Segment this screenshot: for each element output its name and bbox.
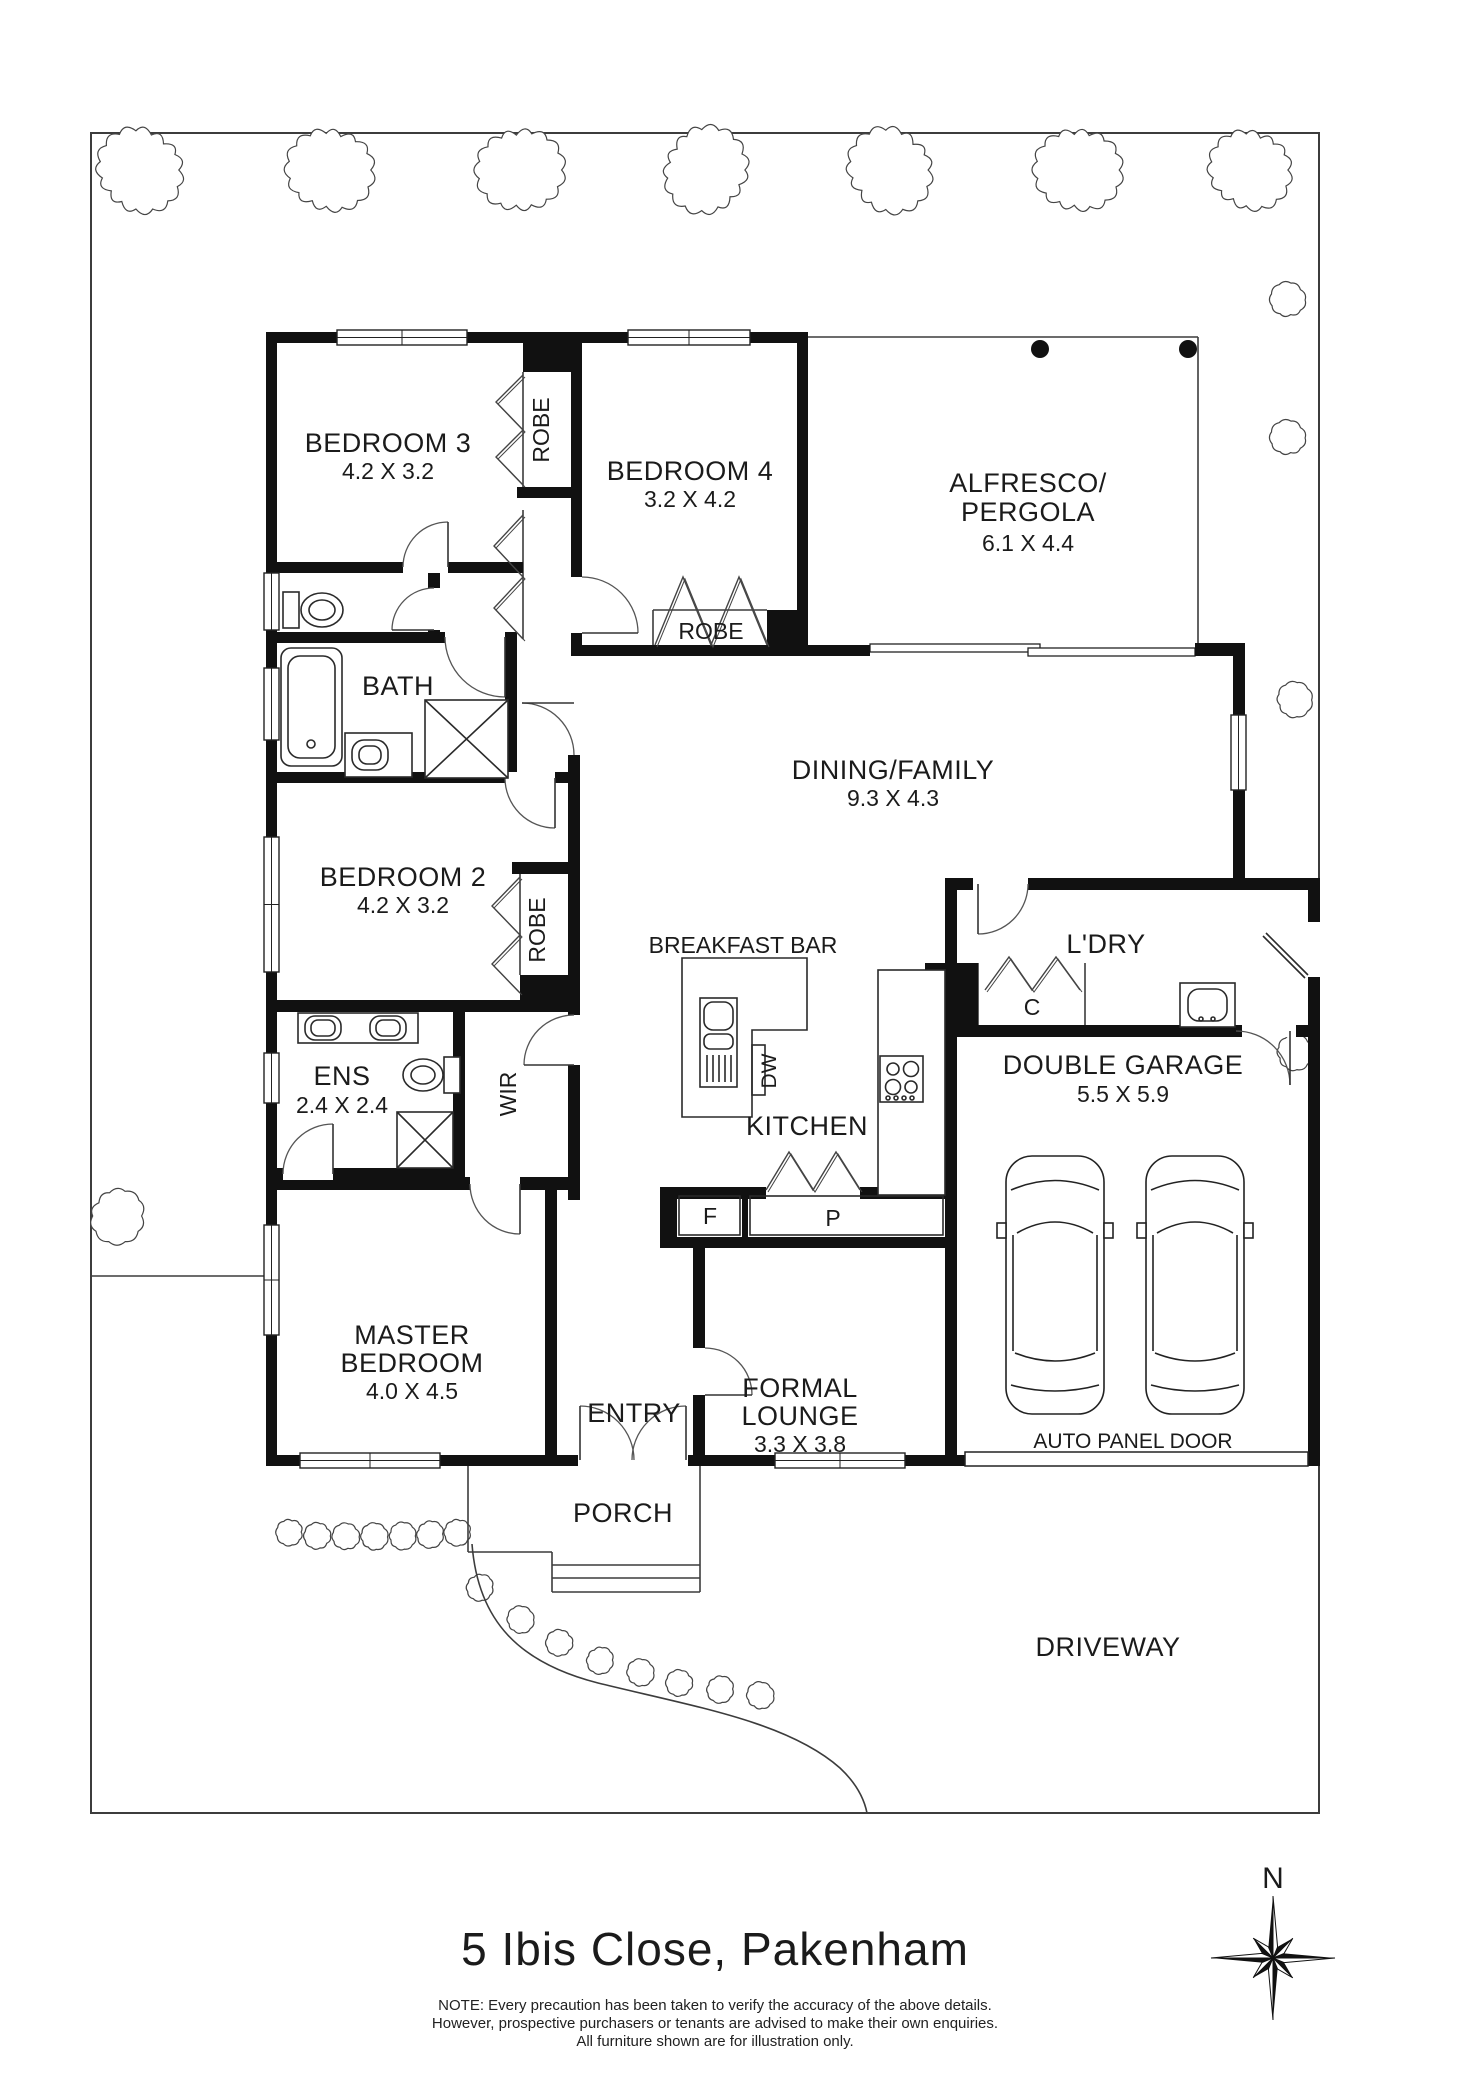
label-robe-bed3: ROBE <box>528 397 554 463</box>
dims-bedroom2: 4.2 X 3.2 <box>356 892 450 918</box>
label-robe-bed4: ROBE <box>678 618 744 644</box>
label-dining: DINING/FAMILY <box>791 755 995 785</box>
label-pantry: P <box>825 1205 841 1231</box>
dims-garage: 5.5 X 5.9 <box>1076 1081 1170 1107</box>
note-line2: However, prospective purchasers or tenants are advised to make their own enquiries. <box>431 2015 999 2032</box>
note-line1: NOTE: Every precaution has been taken to verify the accuracy of the above details. <box>438 1997 992 2014</box>
label-formal-2: LOUNGE <box>741 1401 859 1431</box>
breakfast-bar-island <box>682 958 807 1117</box>
dims-master: 4.0 X 4.5 <box>365 1378 459 1404</box>
label-garage: DOUBLE GARAGE <box>1002 1050 1244 1080</box>
label-wir: WIR <box>495 1071 521 1117</box>
bathtub <box>281 648 342 766</box>
compass-rose <box>1211 1896 1335 2020</box>
label-breakfast-bar: BREAKFAST BAR <box>648 932 838 958</box>
dims-formal: 3.3 X 3.8 <box>753 1431 847 1457</box>
pergola-post <box>1179 340 1197 358</box>
garage-panel-door <box>965 1452 1308 1466</box>
laundry-trough <box>1180 983 1235 1027</box>
fridge-pantry <box>679 1196 943 1235</box>
label-ens: ENS <box>313 1061 371 1091</box>
label-cupboard: C <box>1023 994 1041 1020</box>
label-bedroom4: BEDROOM 4 <box>606 456 774 486</box>
note-line3: All furniture shown are for illustration only. <box>576 2033 854 2050</box>
ens-shower <box>397 1112 453 1168</box>
label-bedroom3: BEDROOM 3 <box>304 428 472 458</box>
label-robe-bed2: ROBE <box>524 897 550 963</box>
label-bedroom2: BEDROOM 2 <box>319 862 487 892</box>
label-master-1: MASTER <box>354 1320 470 1350</box>
kitchen-bench <box>878 970 945 1195</box>
bath-basin <box>345 733 412 777</box>
label-master-2: BEDROOM <box>340 1348 484 1378</box>
label-kitchen: KITCHEN <box>745 1111 869 1141</box>
toilet-ens <box>403 1057 460 1093</box>
label-alfresco-2: PERGOLA <box>960 497 1096 527</box>
label-entry: ENTRY <box>587 1398 681 1428</box>
label-auto-panel-door: AUTO PANEL DOOR <box>1033 1430 1233 1453</box>
label-formal-1: FORMAL <box>742 1373 858 1403</box>
page-title: 5 Ibis Close, Pakenham <box>461 1923 969 1975</box>
ens-basins <box>298 1013 418 1043</box>
label-fridge: F <box>702 1203 718 1229</box>
dims-ens: 2.4 X 2.4 <box>295 1092 389 1118</box>
back-door-leaf <box>1263 933 1308 978</box>
label-bath: BATH <box>361 671 435 701</box>
toilet-wc <box>283 592 343 628</box>
cars-layer <box>997 1156 1253 1414</box>
pergola-post <box>1031 340 1049 358</box>
bath-shower <box>425 700 508 778</box>
label-alfresco-1: ALFRESCO/ <box>949 468 1107 498</box>
dims-bedroom4: 3.2 X 4.2 <box>643 486 737 512</box>
label-driveway: DRIVEWAY <box>1035 1632 1181 1662</box>
label-dw: DW <box>758 1053 781 1089</box>
label-porch: PORCH <box>572 1498 674 1528</box>
label-ldry: L'DRY <box>1066 929 1146 959</box>
dims-alfresco: 6.1 X 4.4 <box>981 530 1075 556</box>
dims-dining: 9.3 X 4.3 <box>846 785 940 811</box>
dims-bedroom3: 4.2 X 3.2 <box>341 458 435 484</box>
compass-north-label: N <box>1262 1862 1284 1895</box>
